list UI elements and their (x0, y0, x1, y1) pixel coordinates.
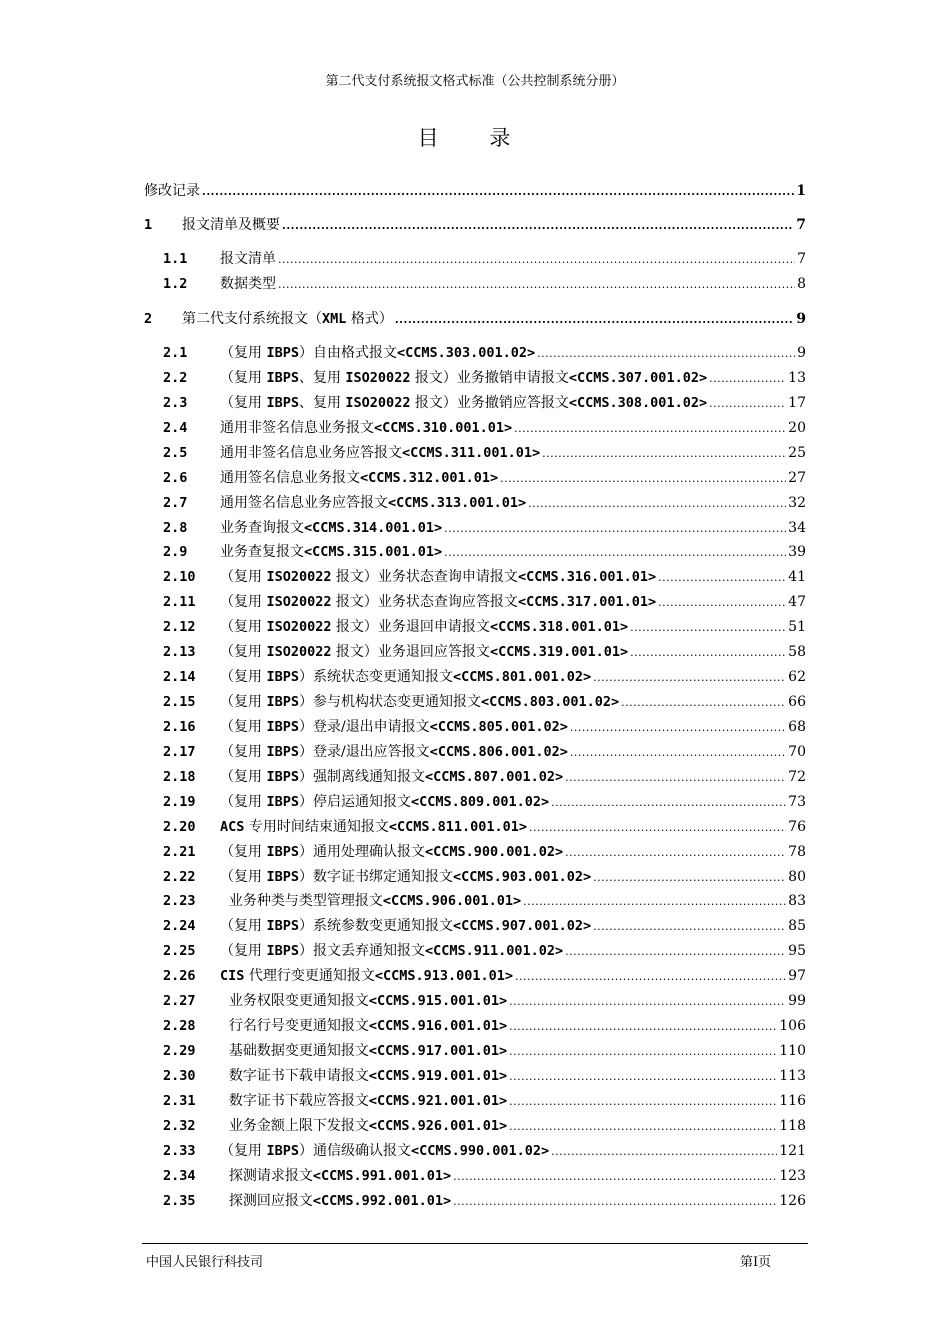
toc-entry-title: 探测请求报文<CCMS.991.001.01> (220, 1167, 452, 1184)
toc-entry-title: （复用 IBPS）自由格式报文<CCMS.303.001.02> (220, 345, 536, 361)
toc-entry[interactable] (144, 467, 806, 487)
toc-entry[interactable] (144, 1140, 806, 1160)
toc-entry[interactable] (144, 442, 806, 462)
toc-entry-title: 数据类型 (220, 276, 276, 292)
toc-entry-title: （复用 IBPS、复用 ISO20022 报文）业务撤销申请报文<CCMS.307.001.02> (220, 369, 708, 386)
toc-entry-number: 2 (144, 311, 153, 327)
toc-leader-dots (509, 1120, 777, 1133)
toc-entry-number: 1.2 (163, 276, 188, 292)
toc-entry-number: 1.1 (163, 251, 188, 267)
toc-leader-dots (509, 1095, 777, 1108)
toc-entry[interactable] (144, 248, 806, 268)
footer-divider (142, 1243, 808, 1244)
toc-entry-page: 68 (788, 718, 806, 735)
toc-entry-page: 58 (788, 644, 806, 661)
toc-entry-title: ACS 专用时间结束通知报文<CCMS.811.001.01> (220, 818, 528, 835)
toc-leader-dots (509, 1070, 777, 1083)
toc-entry-title: （复用 IBPS）数字证书绑定通知报文<CCMS.903.001.02> (220, 868, 592, 885)
toc-entry-number: 2.10 (163, 569, 196, 586)
toc-entry-page: 41 (788, 569, 806, 586)
page-title: 目 录 (417, 126, 533, 150)
toc-entry[interactable] (144, 816, 806, 836)
toc-entry-number: 2.31 (163, 1092, 196, 1109)
toc-entry-page: 47 (788, 594, 806, 611)
toc-entry-number: 2.6 (163, 469, 188, 486)
toc-entry-page: 32 (788, 494, 806, 511)
toc-entry-title: （复用 IBPS）通信级确认报文<CCMS.990.001.02> (220, 1142, 550, 1159)
toc-entry[interactable] (144, 990, 806, 1010)
toc-entry-number: 2.21 (163, 843, 196, 860)
toc-entry-title: 数字证书下载应答报文<CCMS.921.001.01> (220, 1092, 508, 1109)
toc-leader-dots (528, 497, 786, 510)
toc-entry-title: 业务查复报文<CCMS.315.001.01> (220, 544, 443, 561)
running-header: 第二代支付系统报文格式标准（公共控制系统分册） (325, 74, 625, 89)
toc-entry-title: 业务种类与类型管理报文<CCMS.906.001.01> (220, 893, 522, 910)
toc-entry-number: 2.20 (163, 818, 196, 835)
toc-entry[interactable] (144, 766, 806, 786)
toc-entry[interactable] (144, 1015, 806, 1035)
toc-leader-dots (565, 771, 786, 784)
toc-entry-page: 39 (788, 544, 806, 561)
toc-entry-number: 2.19 (163, 793, 196, 810)
toc-entry-page: 113 (779, 1067, 806, 1084)
toc-entry-title: 报文清单及概要 (182, 217, 280, 233)
toc-entry[interactable] (144, 367, 806, 387)
toc-entry-number: 2.12 (163, 619, 196, 636)
toc-entry-title: （复用 IBPS）登录/退出申请报文<CCMS.805.001.02> (220, 718, 568, 735)
toc-entry-title: 业务权限变更通知报文<CCMS.915.001.01> (220, 993, 508, 1010)
toc-entry-title: CIS 代理行变更通知报文<CCMS.913.001.01> (220, 968, 514, 985)
toc-entry-page: 27 (788, 469, 806, 486)
toc-entry[interactable] (144, 1040, 806, 1060)
toc-entry[interactable] (144, 541, 806, 561)
toc-entry-number: 2.7 (163, 494, 188, 511)
toc-leader-dots (593, 671, 786, 684)
toc-leader-dots (551, 1145, 777, 1158)
toc-entry-number: 2.1 (163, 345, 188, 361)
toc-entry-page: 17 (788, 394, 806, 411)
toc-leader-dots (453, 1195, 777, 1208)
toc-entry-title: 通用签名信息业务报文<CCMS.312.001.01> (220, 469, 499, 486)
toc-entry-title: 第二代支付系统报文（XML 格式） (182, 311, 393, 327)
toc-entry-number: 2.17 (163, 743, 196, 760)
toc-leader-dots (515, 970, 786, 983)
toc-leader-dots (542, 447, 786, 460)
toc-entry[interactable] (144, 741, 806, 761)
toc-leader-dots (202, 185, 794, 198)
toc-entry-number: 2.25 (163, 943, 196, 960)
toc-entry[interactable] (144, 273, 806, 293)
toc-entry-page: 123 (779, 1167, 806, 1184)
toc-entry-page: 110 (779, 1043, 806, 1060)
toc-leader-dots (621, 696, 786, 709)
toc-entry-page: 78 (788, 843, 806, 860)
toc-entry-page: 76 (788, 818, 806, 835)
toc-entry-page: 70 (788, 743, 806, 760)
toc-entry-page: 25 (788, 444, 806, 461)
toc-entry[interactable] (144, 492, 806, 512)
toc-leader-dots (453, 1170, 777, 1183)
toc-leader-dots (509, 995, 786, 1008)
toc-entry-page: 118 (779, 1117, 806, 1134)
toc-entry-title: 报文清单 (220, 251, 276, 267)
toc-entry-number: 2.30 (163, 1067, 196, 1084)
toc-entry[interactable] (144, 890, 806, 910)
toc-entry-title: （复用 IBPS、复用 ISO20022 报文）业务撤销应答报文<CCMS.308.001.02> (220, 394, 708, 411)
toc-entry-page: 99 (788, 993, 806, 1010)
toc-entry-page: 62 (788, 669, 806, 686)
toc-leader-dots (709, 397, 786, 410)
toc-leader-dots (551, 796, 786, 809)
toc-entry-page: 83 (788, 893, 806, 910)
toc-entry-page: 13 (788, 369, 806, 386)
toc-entry-title: （复用 ISO20022 报文）业务状态查询应答报文<CCMS.317.001.01> (220, 594, 657, 611)
toc-entry[interactable] (144, 641, 806, 661)
toc-entry-page: 66 (788, 694, 806, 711)
toc-entry-number: 2.5 (163, 444, 188, 461)
toc-leader-dots (658, 596, 786, 609)
toc-entry-page: 7 (796, 217, 806, 233)
toc-leader-dots (593, 920, 786, 933)
toc-entry-title: 修改记录 (144, 183, 200, 199)
toc-entry[interactable] (144, 591, 806, 611)
toc-entry[interactable] (144, 566, 806, 586)
toc-entry[interactable] (144, 915, 806, 935)
toc-entry-page: 9 (797, 345, 806, 361)
toc-entry-number: 2.32 (163, 1117, 196, 1134)
toc-entry-page: 126 (779, 1192, 806, 1209)
toc-leader-dots (709, 372, 786, 385)
toc-entry-page: 73 (788, 793, 806, 810)
toc-entry-number: 2.29 (163, 1043, 196, 1060)
toc-entry[interactable] (144, 965, 806, 985)
toc-entry[interactable] (144, 417, 806, 437)
toc-entry[interactable] (144, 308, 806, 328)
toc-entry[interactable] (144, 1115, 806, 1135)
toc-entry[interactable] (144, 392, 806, 412)
toc-entry-title: （复用 IBPS）系统状态变更通知报文<CCMS.801.001.02> (220, 669, 592, 686)
toc-entry[interactable] (144, 1165, 806, 1185)
toc-entry-page: 95 (788, 943, 806, 960)
toc-entry-title: 通用非签名信息业务报文<CCMS.310.001.01> (220, 419, 513, 436)
toc-entry-page: 20 (788, 419, 806, 436)
toc-entry[interactable] (144, 342, 806, 362)
toc-entry-number: 2.4 (163, 419, 188, 436)
toc-entry-number: 2.24 (163, 918, 196, 935)
toc-leader-dots (529, 821, 786, 834)
toc-entry-page: 51 (788, 619, 806, 636)
toc-entry-page: 97 (788, 968, 806, 985)
toc-entry-title: （复用 ISO20022 报文）业务状态查询申请报文<CCMS.316.001.01> (220, 569, 657, 586)
toc-entry-page: 80 (788, 868, 806, 885)
toc-leader-dots (593, 871, 786, 884)
toc-entry-page: 7 (797, 251, 806, 267)
toc-entry-page: 72 (788, 768, 806, 785)
toc-entry-number: 2.28 (163, 1018, 196, 1035)
toc-entry-number: 2.2 (163, 369, 188, 386)
toc-leader-dots (537, 347, 795, 360)
toc-entry-number: 2.33 (163, 1142, 196, 1159)
toc-entry-title: （复用 ISO20022 报文）业务退回应答报文<CCMS.319.001.01> (220, 644, 629, 661)
toc-leader-dots (509, 1045, 777, 1058)
toc-leader-dots (565, 945, 786, 958)
toc-entry-title: （复用 IBPS）报文丢弃通知报文<CCMS.911.001.02> (220, 943, 564, 960)
toc-entry-title: （复用 IBPS）停启运通知报文<CCMS.809.001.02> (220, 793, 550, 810)
toc-entry-page: 1 (796, 183, 806, 199)
toc-entry-number: 2.35 (163, 1192, 196, 1209)
toc-entry[interactable] (144, 517, 806, 537)
toc-entry-title: （复用 IBPS）通用处理确认报文<CCMS.900.001.02> (220, 843, 564, 860)
toc-entry[interactable] (144, 791, 806, 811)
toc-entry-title: （复用 IBPS）强制离线通知报文<CCMS.807.001.02> (220, 768, 564, 785)
toc-entry[interactable] (144, 940, 806, 960)
toc-entry-number: 2.11 (163, 594, 196, 611)
toc-entry-title: 探测回应报文<CCMS.992.001.01> (220, 1192, 452, 1209)
toc-entry-number: 2.22 (163, 868, 196, 885)
toc-entry-title: （复用 IBPS）系统参数变更通知报文<CCMS.907.001.02> (220, 918, 592, 935)
toc-leader-dots (395, 313, 794, 326)
toc-entry-page: 106 (779, 1018, 806, 1035)
toc-entry-number: 2.16 (163, 718, 196, 735)
toc-entry-title: 业务查询报文<CCMS.314.001.01> (220, 519, 443, 536)
toc-leader-dots (278, 278, 795, 291)
toc-leader-dots (514, 422, 786, 435)
toc-entry-number: 2.9 (163, 544, 188, 561)
toc-entry-number: 2.26 (163, 968, 196, 985)
toc-entry-title: 行名行号变更通知报文<CCMS.916.001.01> (220, 1018, 508, 1035)
footer-page-number: 第I页 (740, 1255, 772, 1270)
toc-entry-number: 2.23 (163, 893, 196, 910)
toc-entry-title: （复用 IBPS）登录/退出应答报文<CCMS.806.001.02> (220, 743, 568, 760)
toc-entry[interactable] (144, 1090, 806, 1110)
toc-entry-number: 2.8 (163, 519, 188, 536)
toc-leader-dots (658, 571, 786, 584)
toc-entry-number: 2.3 (163, 394, 188, 411)
toc-leader-dots (282, 219, 794, 232)
toc-entry-number: 2.18 (163, 768, 196, 785)
toc-entry[interactable] (144, 180, 806, 200)
toc-entry[interactable] (144, 716, 806, 736)
toc-leader-dots (278, 253, 795, 266)
toc-entry-title: （复用 ISO20022 报文）业务退回申请报文<CCMS.318.001.01> (220, 619, 629, 636)
toc-entry[interactable] (144, 841, 806, 861)
toc-entry-title: 通用非签名信息业务应答报文<CCMS.311.001.01> (220, 444, 541, 461)
toc-entry-page: 34 (788, 519, 806, 536)
toc-leader-dots (509, 1020, 777, 1033)
toc-entry-page: 116 (779, 1092, 806, 1109)
toc-leader-dots (565, 846, 786, 859)
toc-leader-dots (523, 895, 786, 908)
toc-leader-dots (630, 621, 786, 634)
toc-entry-number: 2.34 (163, 1167, 196, 1184)
footer-organization: 中国人民银行科技司 (146, 1255, 264, 1270)
toc-entry-number: 1 (144, 217, 153, 233)
toc-entry-number: 2.27 (163, 993, 196, 1010)
toc-entry[interactable] (144, 214, 806, 234)
toc-entry-page: 121 (779, 1142, 806, 1159)
toc-entry-number: 2.13 (163, 644, 196, 661)
toc-leader-dots (570, 721, 786, 734)
toc-leader-dots (444, 522, 786, 535)
toc-entry-title: 基础数据变更通知报文<CCMS.917.001.01> (220, 1043, 508, 1060)
toc-entry-page: 85 (788, 918, 806, 935)
toc-entry-title: （复用 IBPS）参与机构状态变更通知报文<CCMS.803.001.02> (220, 694, 620, 711)
toc-entry-page: 9 (796, 311, 806, 327)
toc-entry-title: 通用签名信息业务应答报文<CCMS.313.001.01> (220, 494, 527, 511)
toc-leader-dots (570, 746, 786, 759)
toc-entry[interactable] (144, 666, 806, 686)
toc-leader-dots (444, 546, 786, 559)
toc-leader-dots (630, 646, 786, 659)
toc-entry-title: 数字证书下载申请报文<CCMS.919.001.01> (220, 1067, 508, 1084)
toc-entry[interactable] (144, 1190, 806, 1210)
toc-entry-page: 8 (797, 276, 806, 292)
toc-entry-number: 2.15 (163, 694, 196, 711)
toc-leader-dots (500, 472, 786, 485)
toc-entry[interactable] (144, 1065, 806, 1085)
toc-entry-number: 2.14 (163, 669, 196, 686)
toc-entry-title: 业务金额上限下发报文<CCMS.926.001.01> (220, 1117, 508, 1134)
toc-entry[interactable] (144, 866, 806, 886)
toc-entry[interactable] (144, 691, 806, 711)
toc-entry[interactable] (144, 616, 806, 636)
